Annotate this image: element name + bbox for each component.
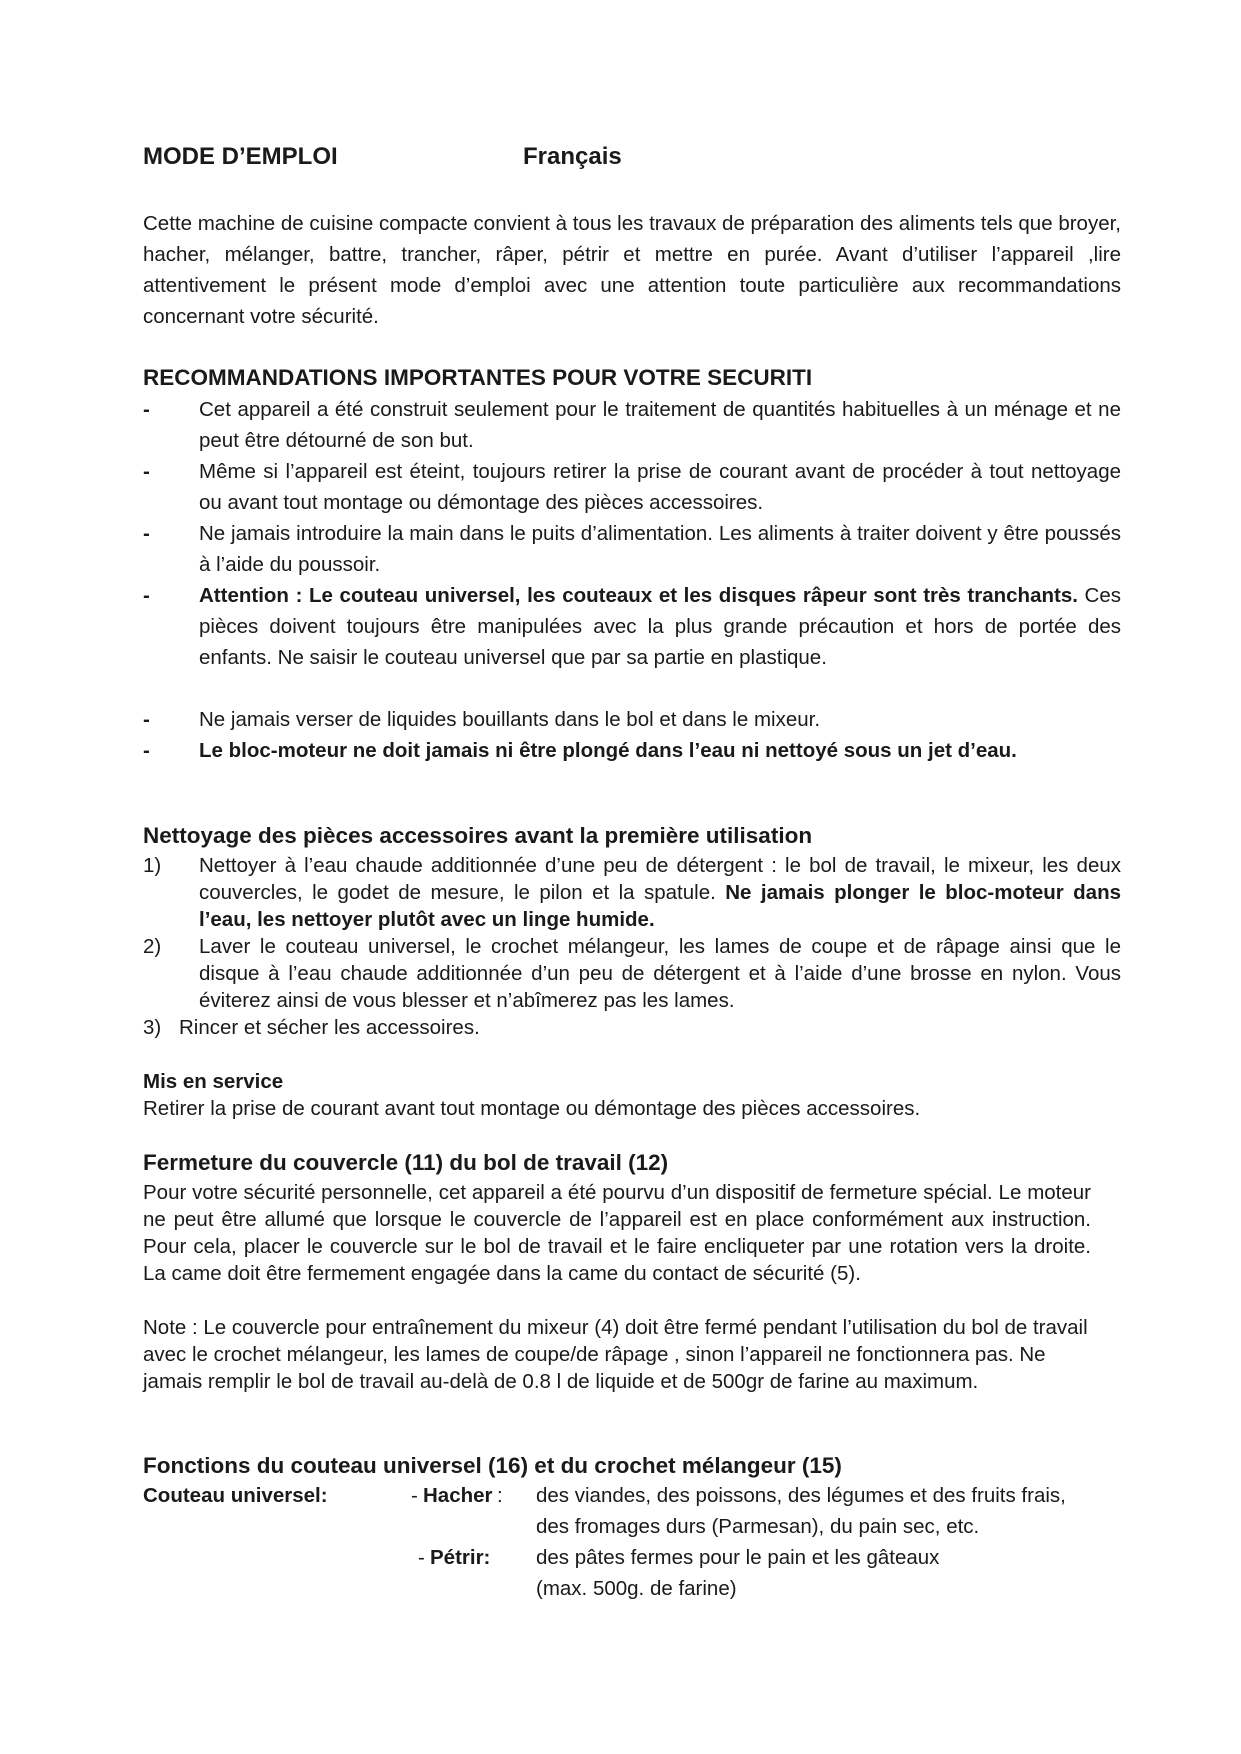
function-desc: des viandes, des poissons, des légumes et des fruits frais, bbox=[536, 1484, 1066, 1507]
service-heading: Mis en service bbox=[143, 1070, 284, 1093]
manual-title: MODE D’EMPLOI bbox=[143, 143, 338, 170]
bullet-dash: - bbox=[143, 522, 150, 545]
bullet-dash: - bbox=[143, 460, 150, 483]
step-warning-bold: Ne jamais plonger le bloc-moteur dans l’eau, les nettoyer plutôt avec un linge humide. bbox=[199, 881, 1121, 931]
function-colon: : bbox=[497, 1484, 503, 1507]
function-desc: (max. 500g. de farine) bbox=[536, 1577, 737, 1600]
safety-item bbox=[143, 518, 1121, 580]
safety-item-text bbox=[199, 735, 1121, 766]
cleaning-step bbox=[143, 1014, 1121, 1041]
functions-heading: Fonctions du couteau universel (16) et du crochet mélangeur (15) bbox=[143, 1453, 842, 1478]
safety-item bbox=[143, 456, 1121, 518]
step-number: 1) bbox=[143, 854, 162, 877]
bullet-dash: - bbox=[143, 739, 150, 762]
document-header bbox=[143, 143, 622, 171]
safety-item bbox=[143, 735, 1121, 766]
bullet-dash: - bbox=[143, 398, 150, 421]
cleaning-step-text: Rincer et sécher les accessoires. bbox=[179, 1016, 480, 1039]
function-label: Hacher bbox=[423, 1484, 493, 1507]
bullet-dash: - bbox=[143, 708, 150, 731]
safety-item-text bbox=[199, 580, 1121, 673]
cleaning-step-text bbox=[199, 852, 1121, 933]
step-number: 2) bbox=[143, 935, 162, 958]
step-number: 3) bbox=[143, 1016, 162, 1039]
lid-heading: Fermeture du couvercle (11) du bol de travail (12) bbox=[143, 1150, 669, 1175]
cleaning-step-text: Laver le couteau universel, le crochet mélangeur, les lames de coupe et de râpage ainsi que le disque à l’eau chaude additionnée d’un peu de détergent et à l’aide d’une brosse en nylon. Vous éviterez ainsi de vous blesser et n’abîmerez pas les lames. bbox=[199, 935, 1121, 1012]
function-dash: - bbox=[411, 1484, 418, 1507]
tool-label: Couteau universel: bbox=[143, 1484, 328, 1507]
service-text: Retirer la prise de courant avant tout montage ou démontage des pièces accessoires. bbox=[143, 1097, 921, 1120]
safety-item bbox=[143, 704, 1121, 735]
cleaning-step bbox=[143, 852, 1121, 933]
safety-item-text: Cet appareil a été construit seulement pour le traitement de quantités habituelles à un ménage et ne peut être détourné de son but. bbox=[199, 398, 1121, 452]
safety-heading: RECOMMANDATIONS IMPORTANTES POUR VOTRE SECURITI bbox=[143, 365, 813, 390]
lid-paragraph: Pour votre sécurité personnelle, cet appareil a été pourvu d’un dispositif de fermeture spécial. Le moteur ne peut être allumé que lorsque le couvercle de l’appareil est en place conformément aux instruction. Pour cela, placer le couvercle sur le bol de travail et le faire encliqueter par une rotation vers la droite. La came doit être fermement engagée dans la came du contact de sécurité (5). bbox=[143, 1181, 1091, 1285]
step-text: Nettoyer à l’eau chaude additionnée d’une peu de détergent : le bol de travail, le mixeur, les deux couvercles, le godet de mesure, le pilon et la spatule. bbox=[199, 854, 1121, 904]
cleaning-heading: Nettoyage des pièces accessoires avant la première utilisation bbox=[143, 823, 813, 848]
safety-item-rest: Ces pièces doivent toujours être manipulées avec la plus grande précaution et hors de portée des enfants. Ne saisir le couteau universel que par sa partie en plastique. bbox=[199, 584, 1121, 669]
cleaning-step bbox=[143, 933, 1121, 1014]
intro-paragraph: Cette machine de cuisine compacte convient à tous les travaux de préparation des aliments tels que broyer, hacher, mélanger, battre, trancher, râper, pétrir et mettre en purée. Avant d’utiliser l’appareil ,lire attentivement le présent mode d’emploi avec une attention toute particulière aux recommandations concernant votre sécurité. bbox=[143, 212, 1121, 328]
safety-warning-bold: Attention : Le couteau universel, les couteaux et les disques râpeur sont très tranchants. bbox=[199, 584, 1078, 607]
function-desc: des pâtes fermes pour le pain et les gâteaux bbox=[536, 1546, 940, 1569]
function-desc: des fromages durs (Parmesan), du pain sec, etc. bbox=[536, 1515, 980, 1538]
safety-item bbox=[143, 394, 1121, 456]
safety-item bbox=[143, 580, 1121, 673]
language-label: Français bbox=[523, 143, 622, 170]
lid-note: Note : Le couvercle pour entraînement du mixeur (4) doit être fermé pendant l’utilisation du bol de travail avec le crochet mélangeur, les lames de coupe/de râpage , sinon l’appareil ne fonctionnera pas. Ne jamais remplir le bol de travail au-delà de 0.8 l de liquide et de 500gr de farine au maximum. bbox=[143, 1316, 1088, 1393]
function-dash: - bbox=[418, 1546, 425, 1569]
safety-item-text: Ne jamais verser de liquides bouillants dans le bol et dans le mixeur. bbox=[199, 708, 821, 731]
safety-item-text: Ne jamais introduire la main dans le puits d’alimentation. Les aliments à traiter doivent y être poussés à l’aide du poussoir. bbox=[199, 522, 1121, 576]
bullet-dash: - bbox=[143, 584, 150, 607]
function-label: Pétrir: bbox=[430, 1546, 491, 1569]
safety-warning-bold: Le bloc-moteur ne doit jamais ni être plongé dans l’eau ni nettoyé sous un jet d’eau. bbox=[199, 739, 1017, 762]
safety-item-text: Même si l’appareil est éteint, toujours retirer la prise de courant avant de procéder à tout nettoyage ou avant tout montage ou démontage des pièces accessoires. bbox=[199, 460, 1121, 514]
